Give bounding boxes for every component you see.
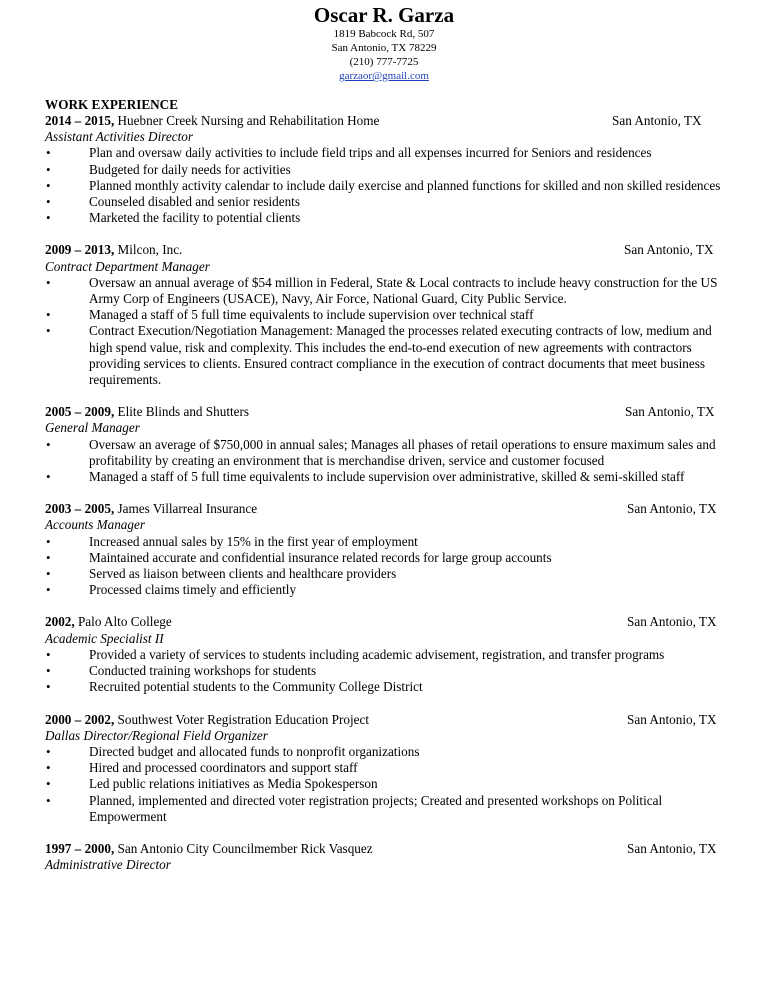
- job-bullets: [45, 744, 730, 825]
- list-item: • Marketed the facility to potential clients: [46, 210, 301, 226]
- list-item: • Plan and oversaw daily activities to include field trips and all expenses incurred for Seniors and residences: [46, 145, 652, 161]
- job-entry: [45, 841, 730, 873]
- list-item: • Provided a variety of services to students including academic advisement, registration, and transfer programs: [46, 646, 665, 662]
- list-item: • Planned, implemented and directed voter registration projects; Created and presented workshops on Political Empowerment: [46, 792, 663, 824]
- candidate-name: Oscar R. Garza: [313, 3, 455, 27]
- job-entry: [45, 501, 730, 598]
- job-header: [45, 614, 730, 630]
- bullet-icon: •: [46, 679, 51, 695]
- bullet-icon: •: [46, 323, 51, 339]
- job-location: San Antonio, TX: [627, 711, 717, 727]
- job-bullets: [45, 534, 730, 599]
- job-entry: [45, 242, 730, 388]
- job-employer: Southwest Voter Registration Education Project: [117, 711, 370, 727]
- list-item: • Contract Execution/Negotiation Management: Managed the processes related executing contracts of low, medium and high spend value, risk and complexity. This includes the end-to-end execution of new agreements with contractors providing services to clients. Ensured contract compliance in the execution of contract documents that meet business requirements.: [46, 323, 712, 388]
- bullet-icon: •: [46, 145, 51, 161]
- bullet-icon: •: [46, 549, 51, 565]
- list-item: • Planned monthly activity calendar to include daily exercise and planned functions for skilled and non skilled residences: [46, 177, 721, 193]
- list-item: • Directed budget and allocated funds to nonprofit organizations: [46, 743, 420, 759]
- job-header: [45, 404, 730, 420]
- job-title: Administrative Director: [45, 857, 171, 873]
- bullet-icon: •: [46, 274, 51, 290]
- job-title: Contract Department Manager: [45, 258, 210, 274]
- job-header: [45, 113, 730, 129]
- email-link[interactable]: garzaor@gmail.com: [339, 70, 429, 82]
- phone-number: (210) 777-7725: [349, 56, 419, 68]
- job-location: San Antonio, TX: [627, 614, 717, 630]
- job-dates: 2003 – 2005,: [45, 501, 115, 517]
- list-item: • Recruited potential students to the Community College District: [46, 679, 423, 695]
- bullet-icon: •: [46, 177, 51, 193]
- job-employer: James Villarreal Insurance: [117, 501, 258, 517]
- bullet-icon: •: [46, 582, 51, 598]
- list-item: • Maintained accurate and confidential insurance related records for large group accounts: [46, 549, 552, 565]
- bullet-icon: •: [46, 436, 51, 452]
- job-employer: Huebner Creek Nursing and Rehabilitation Home: [117, 113, 380, 128]
- bullet-icon: •: [46, 307, 51, 323]
- list-item: • Budgeted for daily needs for activities: [46, 161, 291, 177]
- bullet-icon: •: [46, 161, 51, 177]
- bullet-icon: •: [46, 792, 51, 808]
- job-bullets: [45, 437, 730, 486]
- bullet-icon: •: [46, 469, 51, 485]
- bullet-icon: •: [46, 760, 51, 776]
- bullet-icon: •: [46, 194, 51, 210]
- job-dates: 1997 – 2000,: [45, 840, 115, 856]
- list-item: • Conducted training workshops for students: [46, 663, 317, 679]
- list-item: • Served as liaison between clients and healthcare providers: [46, 566, 397, 582]
- job-header: [45, 712, 730, 728]
- resume-body: [45, 97, 730, 889]
- bullet-icon: •: [46, 743, 51, 759]
- job-header: [45, 242, 730, 258]
- bullet-icon: •: [46, 776, 51, 792]
- section-title-work-experience: WORK EXPERIENCE: [45, 97, 178, 112]
- job-title: General Manager: [45, 420, 140, 436]
- job-header: [45, 841, 730, 857]
- job-bullets: [45, 145, 730, 226]
- job-employer: Palo Alto College: [77, 614, 172, 630]
- job-location: San Antonio, TX: [624, 242, 714, 258]
- list-item: • Led public relations initiatives as Media Spokesperson: [46, 776, 378, 792]
- bullet-icon: •: [46, 533, 51, 549]
- job-dates: 2009 – 2013,: [45, 242, 115, 258]
- job-dates: 2002,: [45, 614, 75, 630]
- job-location: San Antonio, TX: [612, 113, 702, 128]
- bullet-icon: •: [46, 210, 51, 226]
- list-item: • Processed claims timely and efficiently: [46, 582, 297, 598]
- job-dates: 2005 – 2009,: [45, 404, 115, 420]
- list-item: • Increased annual sales by 15% in the first year of employment: [46, 533, 418, 549]
- address-line-2: San Antonio, TX 78229: [331, 42, 437, 54]
- job-entry: [45, 113, 730, 226]
- job-dates: 2000 – 2002,: [45, 711, 115, 727]
- list-item: • Managed a staff of 5 full time equivalents to include supervision over technical staff: [46, 307, 534, 323]
- job-employer: Milcon, Inc.: [117, 242, 183, 258]
- bullet-icon: •: [46, 566, 51, 582]
- job-bullets: [45, 647, 730, 696]
- list-item: • Managed a staff of 5 full time equivalents to include supervision over administrative, skilled & semi-skilled staff: [46, 469, 685, 485]
- job-dates: 2014 – 2015,: [45, 113, 115, 128]
- job-bullets: [45, 275, 730, 388]
- job-title: Accounts Manager: [45, 517, 145, 533]
- bullet-icon: •: [46, 646, 51, 662]
- job-entry: [45, 404, 730, 485]
- job-location: San Antonio, TX: [627, 501, 717, 517]
- job-title: Assistant Activities Director: [45, 129, 193, 145]
- job-entry: [45, 614, 730, 695]
- job-header: [45, 501, 730, 517]
- bullet-icon: •: [46, 663, 51, 679]
- job-entry: [45, 712, 730, 825]
- job-employer: San Antonio City Councilmember Rick Vasquez: [117, 840, 373, 856]
- job-location: San Antonio, TX: [627, 840, 717, 856]
- list-item: • Oversaw an annual average of $54 million in Federal, State & Local contracts to include heavy construction for the US Army Corp of Engineers (USACE), Navy, Air Force, National Guard, City Public Service.: [46, 274, 718, 307]
- list-item: • Oversaw an average of $750,000 in annual sales; Manages all phases of retail operations to ensure maximum sales and profitability by creating an environment that is merchandise driven, service and customer focused: [46, 436, 716, 468]
- list-item: • Counseled disabled and senior residents: [46, 194, 300, 210]
- job-title: Dallas Director/Regional Field Organizer: [45, 727, 268, 743]
- address-line-1: 1819 Babcock Rd, 507: [333, 28, 435, 40]
- job-location: San Antonio, TX: [625, 404, 715, 420]
- job-title: Academic Specialist II: [45, 630, 164, 646]
- job-employer: Elite Blinds and Shutters: [117, 404, 250, 420]
- list-item: • Hired and processed coordinators and support staff: [46, 760, 358, 776]
- resume-header: [0, 3, 768, 83]
